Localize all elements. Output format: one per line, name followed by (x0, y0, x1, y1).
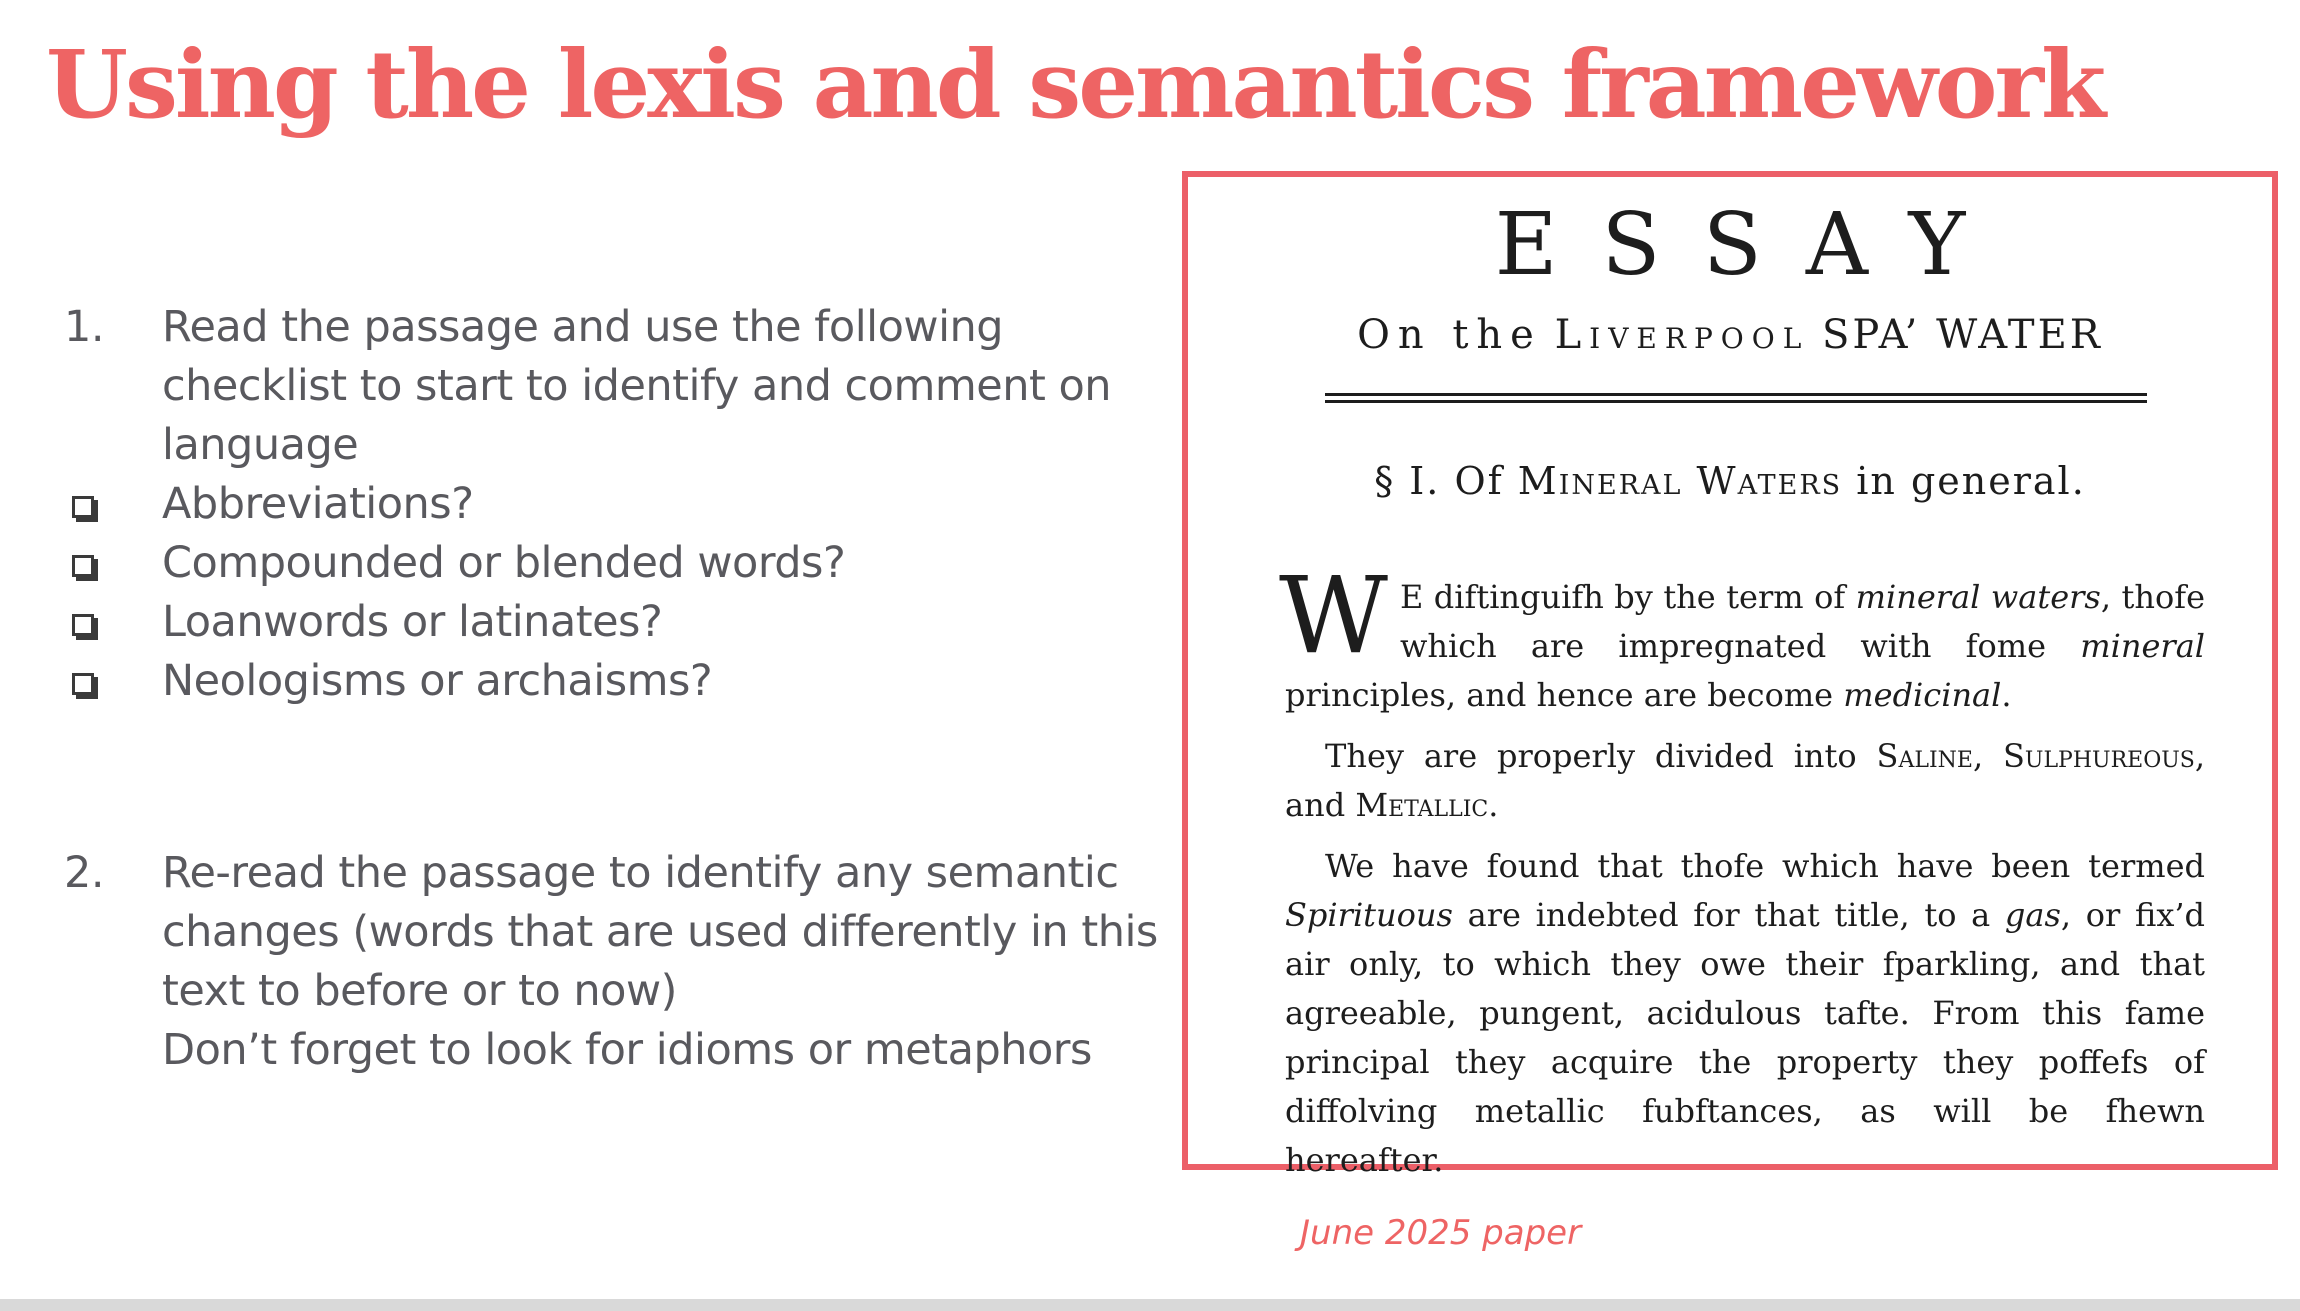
step-note: Don’t forget to look for idioms or metaphors (162, 1025, 1092, 1075)
checkbox-icon (72, 496, 94, 518)
essay-excerpt (1182, 171, 2278, 1179)
drop-cap: W (1279, 554, 1388, 677)
step-number: 1. (64, 302, 105, 352)
source-caption: June 2025 paper (1300, 1213, 1582, 1253)
checklist-label: Loanwords or latinates? (162, 597, 663, 647)
slide-title: Using the lexis and semantics framework (46, 30, 2104, 140)
instructions-panel (64, 298, 1164, 1080)
step-text: Re-read the passage to identify any semantic changes (words that are used differently in this text to before or to now) Don’t forget to look for idioms or metaphors (162, 848, 1158, 1075)
paragraph: They are properly divided into Saline, Sulphureous, and Metallic. (1285, 737, 2206, 824)
checkbox-icon (72, 614, 94, 636)
checkbox-icon (72, 673, 94, 695)
checklist-item (64, 475, 1164, 534)
essay-subtitle: On the Liverpool SPA’ WATER (1357, 312, 2103, 358)
step-number: 2. (64, 848, 105, 898)
checklist-item (64, 534, 1164, 593)
section-heading: § I. Of Mineral Waters in general. (1374, 459, 2086, 503)
essay-body (1279, 554, 2206, 1197)
essay-heading: ESSAY (1494, 195, 2010, 295)
checklist-item (64, 593, 1164, 652)
checklist-label: Compounded or blended words? (162, 538, 846, 588)
slide-bottom-bar (0, 1299, 2300, 1311)
checklist-label: Abbreviations? (162, 479, 474, 529)
paragraph: We have found that thofe which have been termed Spirituous are indebted for that title, to a gas, or fix’d air only, to which they owe their fparkling, and that agreeable, pungent, acidulous tafte. From this fame principal they acquire the property they poffefs of diffolving metallic fubftances, as will be fhewn hereafter. (1285, 847, 2206, 1179)
step-2 (64, 844, 1164, 1080)
paragraph: W E diftinguifh by the term of mineral waters, thofe which are impregnated with fome mineral principles, and hence are become medicinal. (1279, 554, 2206, 714)
checkbox-icon (72, 555, 94, 577)
checklist-label: Neologisms or archaisms? (162, 656, 713, 706)
step-1 (64, 298, 1164, 475)
step-text: Read the passage and use the following checklist to start to identify and comment on language (162, 302, 1112, 470)
checklist-item (64, 652, 1164, 711)
double-rule-divider (1325, 393, 2147, 403)
